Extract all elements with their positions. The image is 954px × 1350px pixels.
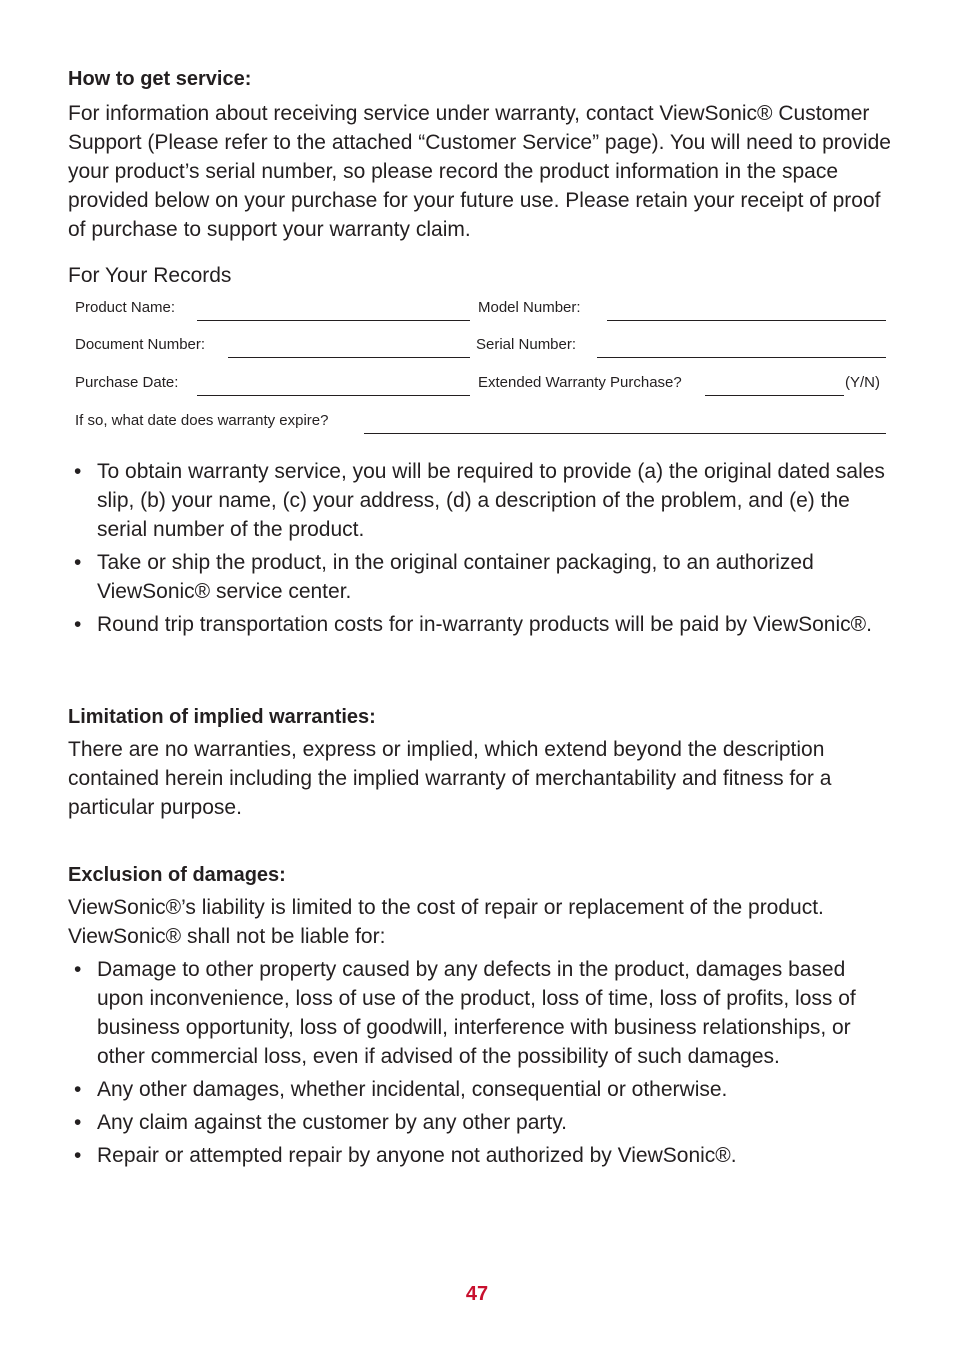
list-item	[74, 548, 886, 606]
service-heading: How to get service:	[68, 68, 252, 90]
exclusion-heading: Exclusion of damages:	[68, 864, 286, 886]
bullet-marker: •	[74, 551, 82, 574]
list-item	[74, 1108, 886, 1137]
purchase-date-label: Purchase Date:	[75, 374, 179, 391]
list-item	[74, 1075, 886, 1104]
list-item	[74, 457, 886, 544]
list-item-text: Damage to other property caused by any defects in the product, damages based upon inconvenience, loss of use of the product, loss of time, loss of profits, loss of business opportunity, loss of goodwill, interference with business relationships, or other commercial loss, even if advised of the possibility of such damages.	[97, 958, 856, 1068]
service-paragraph: For information about receiving service under warranty, contact ViewSonic® Customer Support (Please refer to the attached “Customer Service” page). You will need to provide your product’s serial number, so please record the product information in the space provided below on your purchase for your future use. Please retain your receipt of proof of purchase to support your warranty claim.	[68, 102, 891, 241]
list-item-text: Take or ship the product, in the original container packaging, to an authorized ViewSonic® service center.	[97, 551, 814, 603]
bullet-marker: •	[74, 1078, 82, 1101]
bullet-marker: •	[74, 613, 82, 636]
serial-number-label: Serial Number:	[476, 336, 577, 353]
list-item-text: Repair or attempted repair by anyone not authorized by ViewSonic®.	[97, 1144, 737, 1167]
extended-warranty-label: Extended Warranty Purchase?	[478, 374, 682, 391]
model-number-field[interactable]	[607, 320, 886, 321]
expire-question-label: If so, what date does warranty expire?	[75, 412, 329, 429]
limitation-heading: Limitation of implied warranties:	[68, 706, 376, 728]
list-item	[74, 955, 886, 1071]
document-number-field[interactable]	[228, 357, 470, 358]
list-item	[74, 1141, 886, 1170]
serial-number-field[interactable]	[597, 357, 886, 358]
model-number-label: Model Number:	[478, 299, 581, 316]
list-item-text: Round trip transportation costs for in-warranty products will be paid by ViewSonic®.	[97, 613, 872, 636]
exclusion-bullet-list	[74, 955, 886, 1170]
purchase-date-field[interactable]	[197, 395, 470, 396]
page-number: 47	[465, 1283, 489, 1305]
exclusion-paragraph: ViewSonic®’s liability is limited to the cost of repair or replacement of the product. ViewSonic® shall not be liable for:	[68, 896, 824, 948]
document-number-label: Document Number:	[75, 336, 206, 353]
list-item	[74, 610, 886, 639]
bullet-marker: •	[74, 958, 82, 981]
service-bullet-list	[74, 457, 886, 639]
list-item-text: Any claim against the customer by any other party.	[97, 1111, 567, 1134]
list-item-text: To obtain warranty service, you will be required to provide (a) the original dated sales slip, (b) your name, (c) your address, (d) a description of the problem, and (e) the serial number of the product.	[97, 460, 885, 541]
extended-warranty-field[interactable]	[705, 395, 844, 396]
bullet-marker: •	[74, 1111, 82, 1134]
warranty-expire-field[interactable]	[364, 433, 886, 434]
yn-label: (Y/N)	[845, 374, 880, 391]
product-name-field[interactable]	[197, 320, 470, 321]
product-name-label: Product Name:	[75, 299, 176, 316]
bullet-marker: •	[74, 460, 82, 483]
records-title: For Your Records	[68, 264, 232, 287]
limitation-paragraph: There are no warranties, express or implied, which extend beyond the description contained herein including the implied warranty of merchantability and fitness for a particular purpose.	[68, 738, 832, 819]
bullet-marker: •	[74, 1144, 82, 1167]
list-item-text: Any other damages, whether incidental, consequential or otherwise.	[97, 1078, 728, 1101]
